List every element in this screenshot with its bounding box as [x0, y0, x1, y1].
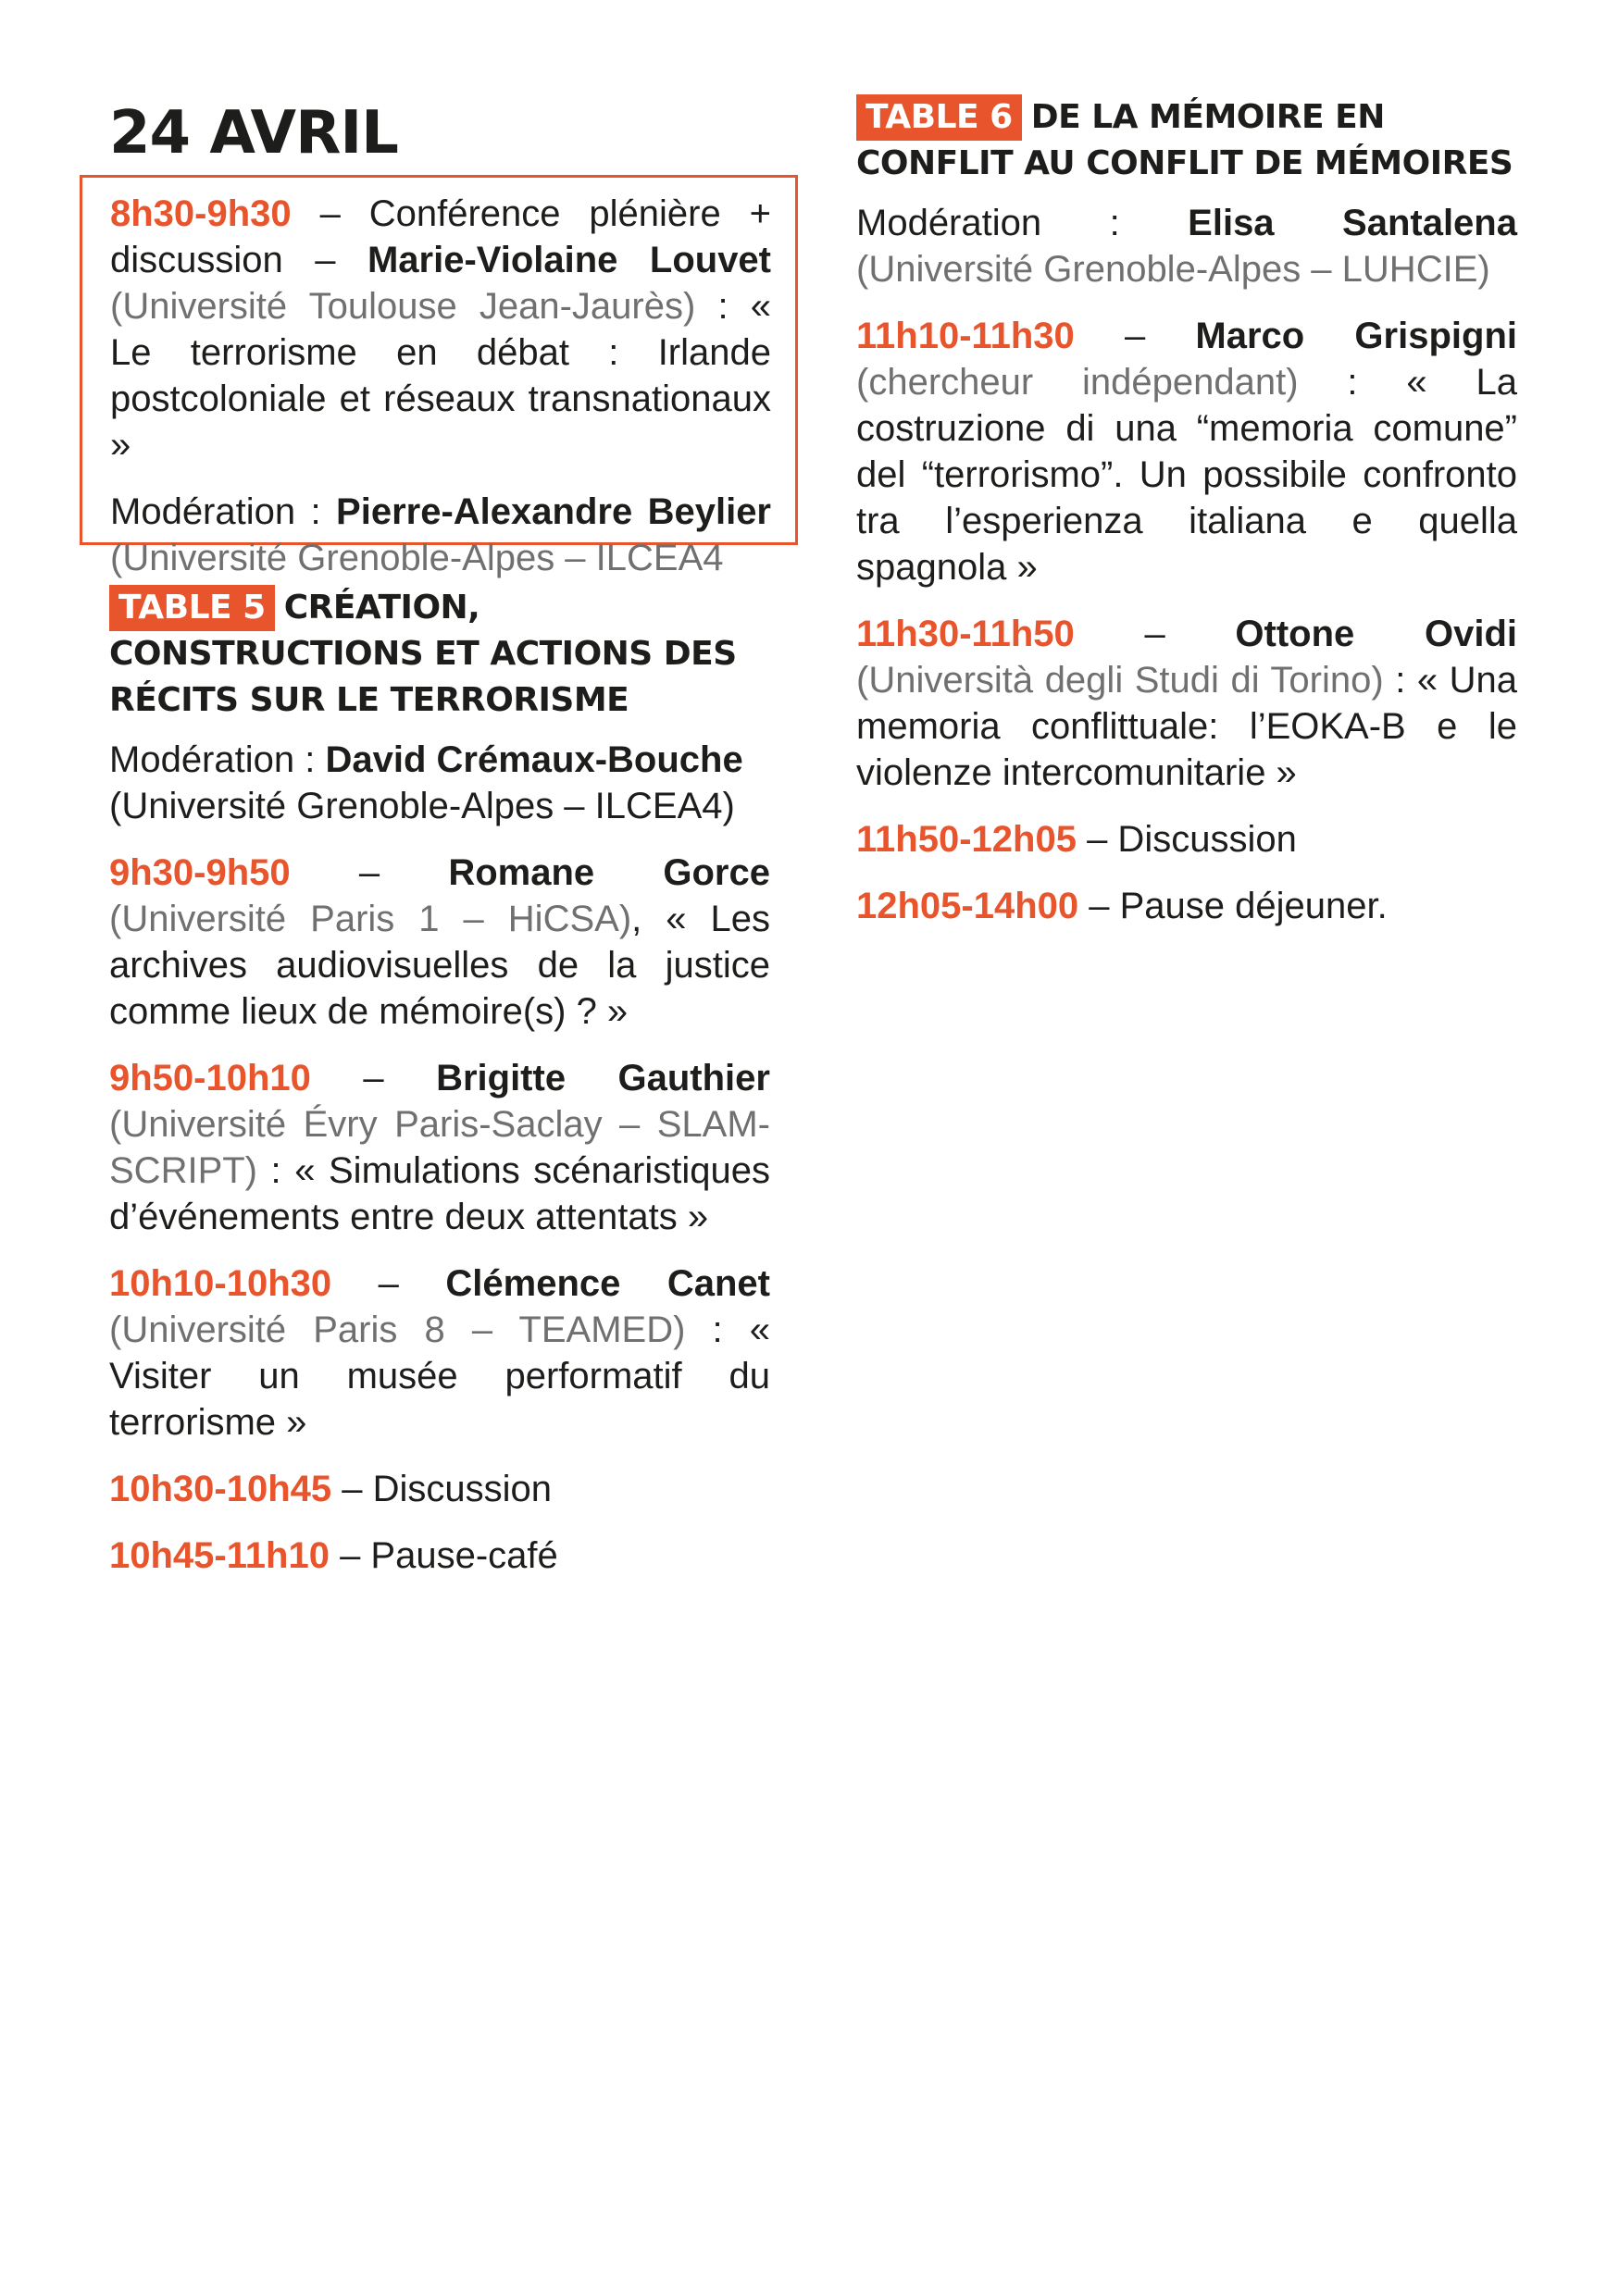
plenary-speaker: Marie-Violaine Louvet	[367, 240, 772, 280]
talk-time: 9h30-9h50	[109, 852, 291, 893]
table5-section	[109, 585, 770, 1599]
break-time: 12h05-14h00	[856, 886, 1079, 926]
table5-talk	[109, 1260, 770, 1446]
table6-talk	[856, 313, 1517, 590]
table5-title: CRÉATION, CONSTRUCTIONS ET ACTIONS DES RÉCITS SUR LE TERRORISME	[109, 589, 737, 719]
plenary-affiliation: (Université Toulouse Jean-Jaurès)	[110, 286, 696, 327]
plenary-box	[80, 175, 798, 578]
break-label: – Discussion	[1076, 819, 1297, 860]
table6-title: DE LA MÉMOIRE EN CONFLIT AU CONFLIT DE MÉMOIRES	[856, 98, 1513, 182]
talk-title: : « La costruzione di una “memoria comune” del “terrorismo”. Un possibile confronto tra l’esperienza italiana e quella spagnola »	[856, 362, 1517, 588]
talk-title: , « Les archives audiovisuelles de la justice comme lieux de mémoire(s) ? »	[109, 899, 770, 1032]
talk-speaker: Ottone Ovidi	[1235, 614, 1517, 654]
table5-heading	[109, 585, 770, 724]
break-time: 10h45-11h10	[109, 1535, 330, 1576]
break-label: – Pause déjeuner.	[1078, 886, 1388, 926]
table5-talk	[109, 1055, 770, 1240]
table6-moderator: Elisa Santalena	[1188, 203, 1517, 243]
table5-break	[109, 1466, 770, 1512]
talk-title: : « Simulations scénaristiques d’événements entre deux attentats »	[109, 1150, 770, 1237]
talk-affiliation: (Université Paris 1 – HiCSA)	[109, 899, 632, 939]
talk-time: 10h10-10h30	[109, 1263, 332, 1304]
talk-affiliation: (Université Paris 8 – TEAMED)	[109, 1309, 686, 1350]
table6-moderation-label: Modération :	[856, 203, 1189, 243]
plenary-talk: : « Le terrorisme en débat : Irlande postcoloniale et réseaux transnationaux »	[110, 286, 771, 465]
table5-moderation	[109, 737, 770, 829]
plenary-entry	[110, 191, 771, 468]
table6-section	[856, 94, 1517, 949]
talk-sep: –	[331, 1263, 446, 1304]
talk-time: 11h30-11h50	[856, 614, 1075, 654]
table6-break	[856, 816, 1517, 863]
break-label: – Pause-café	[329, 1535, 558, 1576]
table6-moderation	[856, 200, 1517, 292]
table5-badge: TABLE 5	[109, 585, 275, 631]
talk-sep: –	[1074, 316, 1196, 356]
talk-sep: –	[290, 852, 449, 893]
table6-talk	[856, 611, 1517, 796]
table6-break	[856, 883, 1517, 929]
table5-moderator: David Crémaux-Bouche	[325, 739, 743, 780]
talk-affiliation: (chercheur indépendant)	[856, 362, 1299, 403]
break-time: 11h50-12h05	[856, 819, 1077, 860]
talk-speaker: Romane Gorce	[448, 852, 770, 893]
talk-affiliation: (Università degli Studi di Torino)	[856, 660, 1384, 701]
plenary-moderation-label: Modération :	[110, 491, 337, 532]
plenary-time: 8h30-9h30	[110, 193, 292, 234]
break-label: – Discussion	[331, 1469, 553, 1509]
talk-sep: –	[310, 1058, 437, 1098]
table6-badge: TABLE 6	[856, 94, 1022, 141]
day-title: 24 AVRIL	[109, 99, 398, 168]
talk-sep: –	[1074, 614, 1236, 654]
talk-title: : « Visiter un musée performatif du terrorisme »	[109, 1309, 770, 1443]
talk-time: 9h50-10h10	[109, 1058, 311, 1098]
table6-moderator-affiliation: (Université Grenoble-Alpes – LUHCIE)	[856, 249, 1490, 290]
talk-speaker: Brigitte Gauthier	[436, 1058, 770, 1098]
plenary-moderator: Pierre-Alexandre Beylier	[336, 491, 771, 532]
plenary-intro: – Conférence plénière + discussion –	[110, 193, 771, 280]
table6-heading	[856, 94, 1517, 187]
talk-speaker: Marco Grispigni	[1195, 316, 1517, 356]
table5-break	[109, 1533, 770, 1579]
plenary-moderation	[110, 489, 771, 581]
talk-speaker: Clémence Canet	[445, 1263, 770, 1304]
break-time: 10h30-10h45	[109, 1469, 332, 1509]
talk-title: : « Una memoria conflittuale: l’EOKA-B e le violenze intercomunitarie »	[856, 660, 1517, 793]
plenary-moderator-affiliation: (Université Grenoble-Alpes – ILCEA4	[110, 538, 724, 578]
table5-moderation-label: Modération :	[109, 739, 326, 780]
talk-time: 11h10-11h30	[856, 316, 1075, 356]
table5-moderator-affiliation: (Université Grenoble-Alpes – ILCEA4)	[109, 786, 735, 826]
table5-talk	[109, 850, 770, 1035]
talk-affiliation: (Université Évry Paris-Saclay – SLAM-SCRIPT)	[109, 1104, 770, 1191]
